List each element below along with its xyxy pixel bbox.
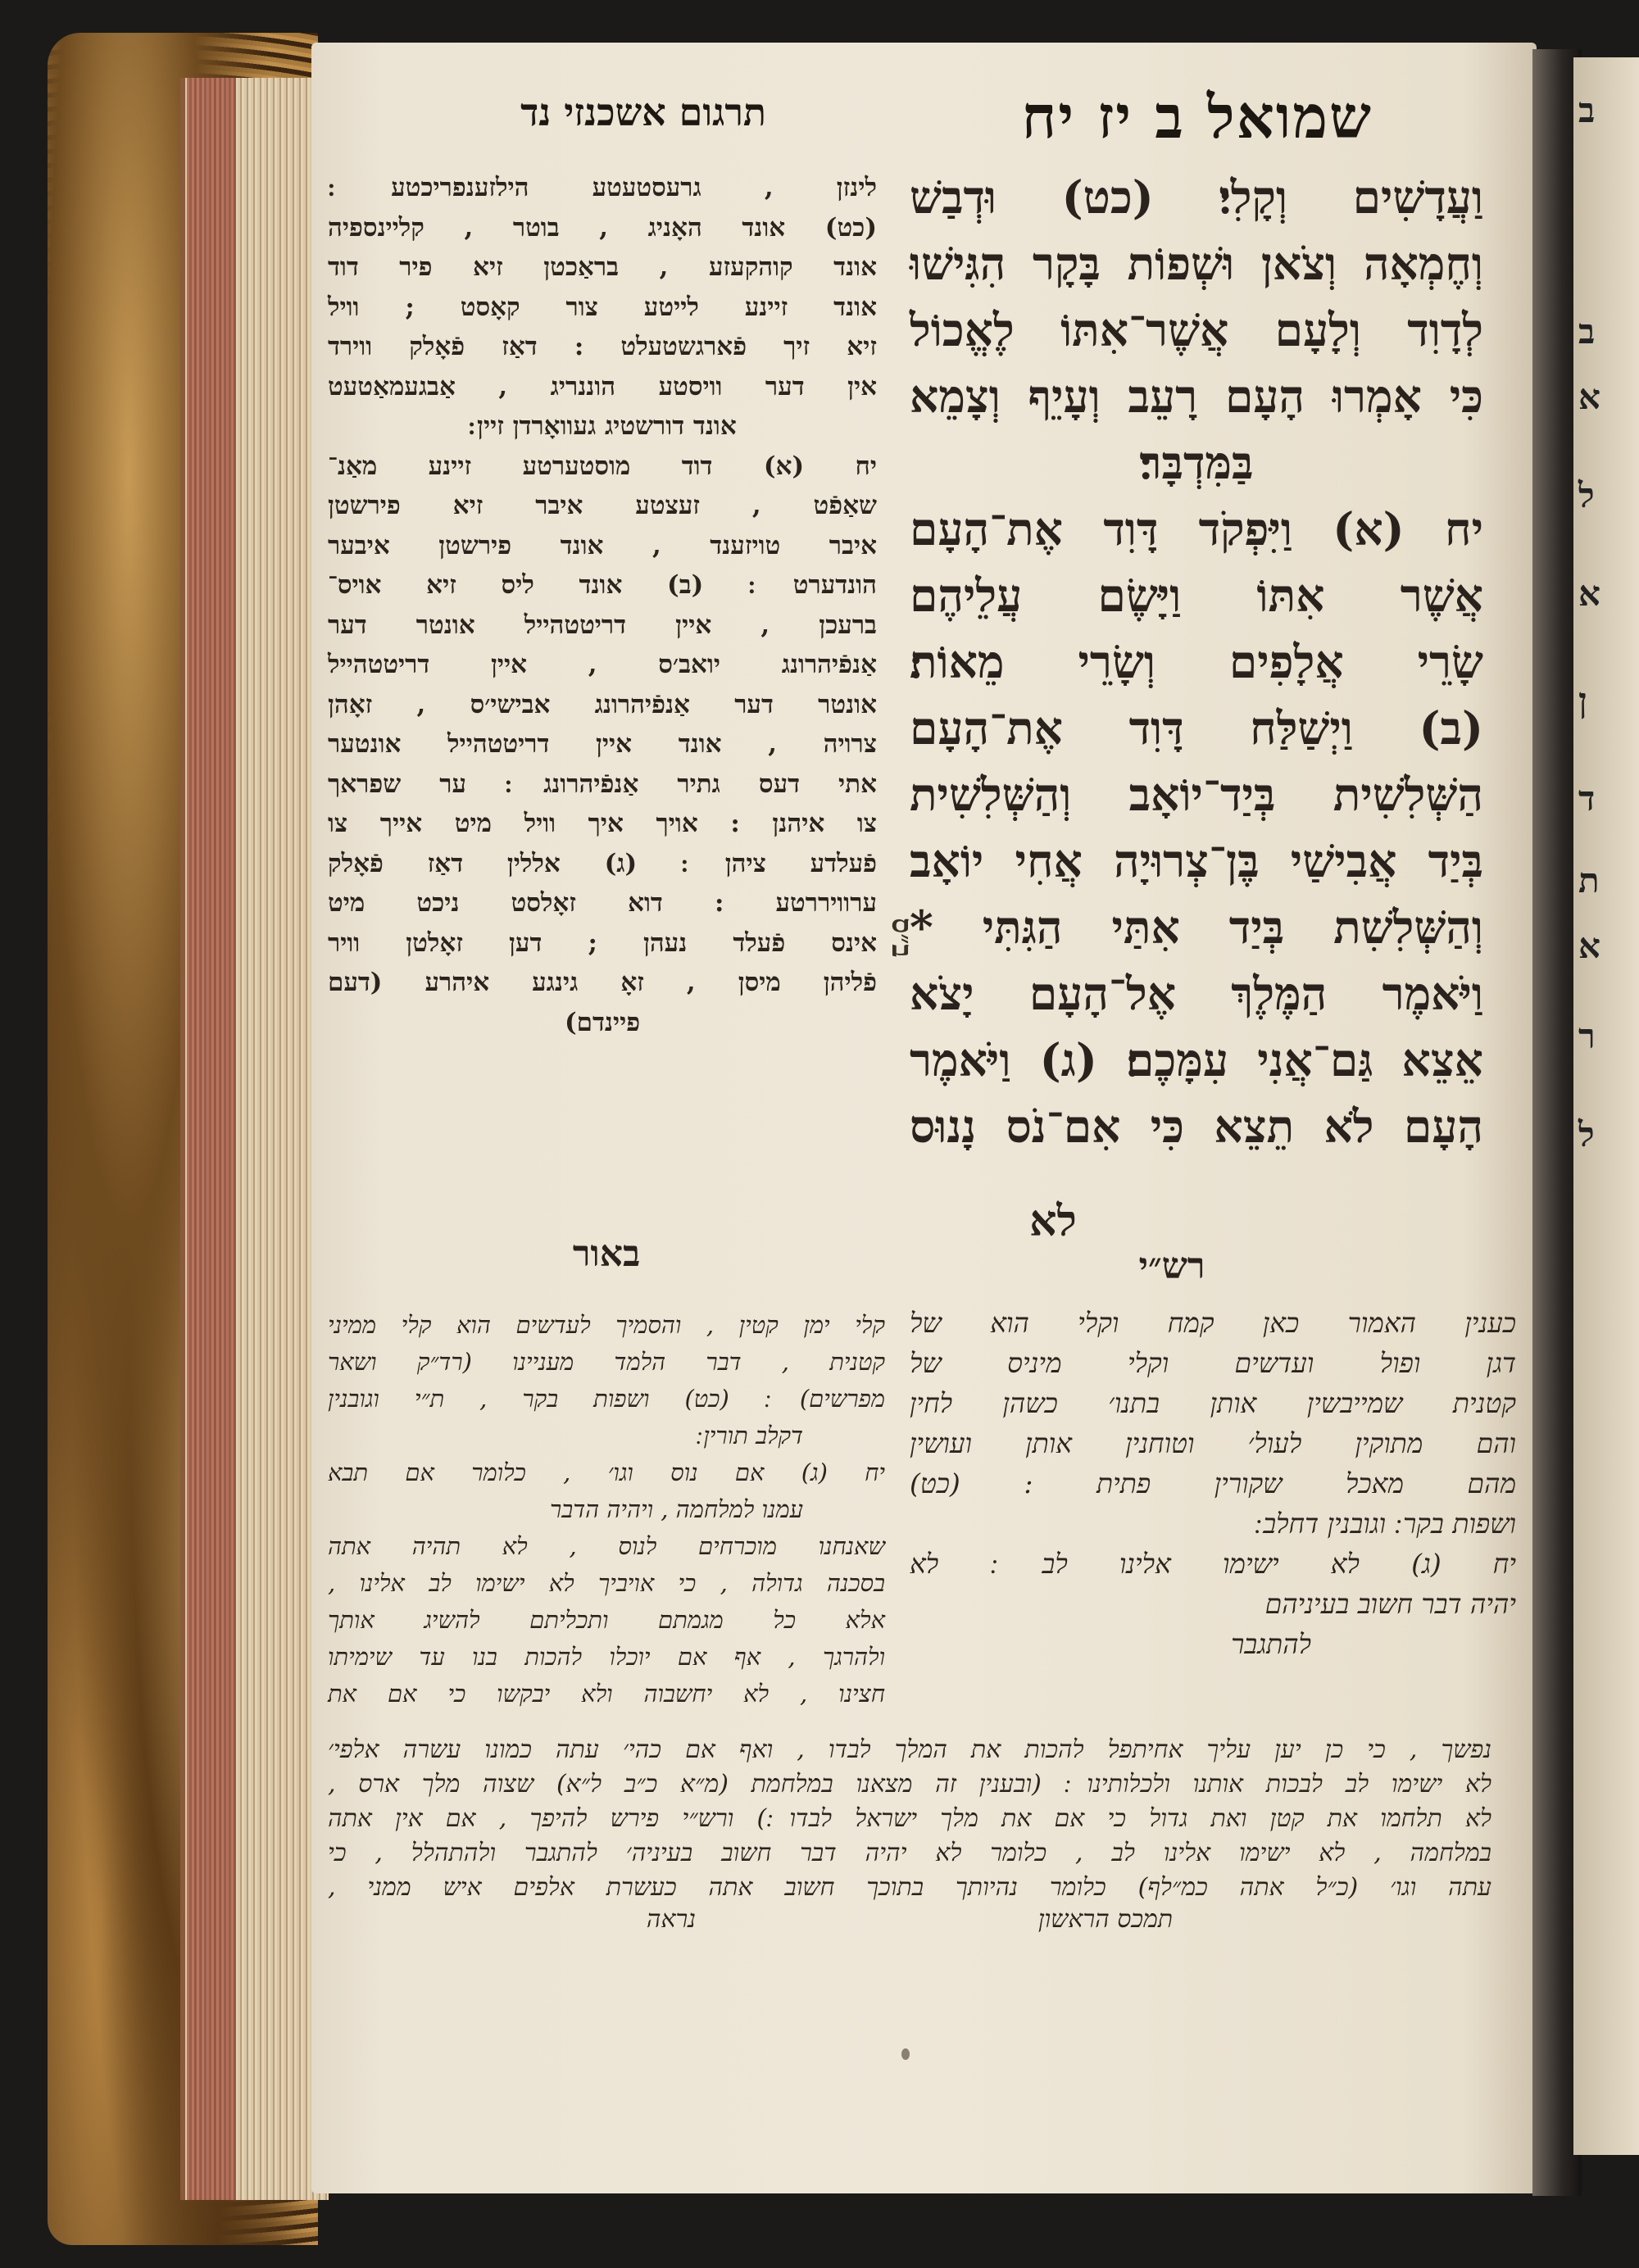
rashi-heading: רש״י (1138, 1245, 1205, 1287)
page-stack-red-edge (187, 78, 236, 2200)
bible-line: וַיֹּאמֶר הַמֶּלֶךְ אֶל־הָעָם יָצֹא (910, 967, 1483, 1020)
rashi-line: יח (ג) לא ישימו אלינו לב ׃ לא (910, 1548, 1516, 1580)
biur-line: בסכנה גדולה , כי אויביך לא ישימו לב אלינו , (328, 1569, 885, 1597)
translation-line: אין דער וויסטע הוננריג , אַבגעמאַטעט (328, 371, 877, 401)
biur-line: מפרשים) ׃ (כט) ושפות בקר , ת״י וגובנין (328, 1385, 885, 1413)
biur-line: ולהרגך , אף אם יוכלו להכות בנו עד שימיתו (328, 1643, 885, 1671)
next-page-fragment: ת (1578, 860, 1600, 900)
commentary-tail (328, 1905, 1491, 1934)
next-page-fragment: ב (1578, 90, 1596, 130)
bible-line: (ב) וַיְשַׁלַּח דָּוִד אֶת־הָעָם (910, 701, 1483, 755)
commentary-line: לא תלחמו את קטן ואת גדול כי אם את מלך ישראל לבדו ׃) ורש״י פירש להיפך , אם אין אתה (328, 1804, 1491, 1833)
biur-line: קלי ימן קטין , והסמיך לעדשים הוא קלי ממיני (328, 1311, 885, 1339)
translation-line: יח (א) דוד מוסטערטע זיינע מאַנ־ (328, 451, 877, 481)
next-page-edge (1573, 57, 1639, 2155)
translation-line: פֿעלדע ציהן ׃ (ג) אללין דאַז פֿאָלק (328, 848, 877, 878)
translation-line: אַנפֿיהרונג יואב׳ס , איין דריטטהייל (328, 650, 877, 679)
biur-line: קטנית , דבר הלמד מעניינו (רד״ק ושאר (328, 1348, 885, 1376)
commentary-line: נפשך , כי כן יען עליך אחיתפל להכות את המלך לבדו , ואף אם כהי׳ עתה כמונו עשרה אלפי׳ (328, 1735, 1491, 1764)
bible-line: אֵצֵא גַּם־אֲנִי עִמָּכֶם׃ (ג) וַיֹּאמֶר (910, 1033, 1483, 1086)
next-page-fragment: א (1578, 926, 1600, 966)
rashi-line: ושפות בקר ׃ וגובנין דחלב ׃ (1254, 1508, 1516, 1540)
commentary-line: עתה וגו׳ (כ״ל אתה כמ״לף) כלומר נהיותך בתוכך חשוב אתה כעשרת אלפים איש ממני , (328, 1873, 1491, 1902)
biur-heading: באור (572, 1233, 641, 1275)
catchword: לא (1029, 1196, 1077, 1246)
next-page-fragment: ד (1578, 778, 1596, 819)
biur-line: יח (ג) אם נוס וגו׳ , כלומר אם תבא (328, 1458, 885, 1486)
translation-header (373, 90, 766, 134)
bible-line: בְּיַד אֲבִישַׁי בֶּן־צְרוּיָה אֲחִי יוֹאָב (910, 834, 1483, 887)
rashi-line: יהיה דבר חשוב בעיניהם (1264, 1588, 1516, 1620)
translation-line: איבר טויזענד , אונד פירשטן איבער (328, 530, 877, 560)
rashi-line: והם מתוקין לעול׳ וטוחנין אותן ועושין (910, 1427, 1516, 1459)
rashi-line: קטנית שמייבשין אותן בתנו׳ כשהן לחין (910, 1387, 1516, 1419)
bible-line: וְחֶמְאָה וְצֹאן וּשְׁפוֹת בָּקָר הִגִּישׁוּ (910, 237, 1483, 290)
commentary-tail-left: נראה (646, 1905, 696, 1934)
translation-line: לינזן , גרעסטעטע הילזענפריכטע ׃ (328, 173, 877, 202)
translation-line: אונד קוהקעזע , בראַכטן זיא פיר דוד (328, 252, 877, 282)
translation-line: צרויה , אונד איין דריטטהייל אונטער (328, 729, 877, 759)
bible-line: לְדָוִד וְלָעָם אֲשֶׁר־אִתּוֹ לֶאֱכוֹל (910, 303, 1483, 356)
bible-line: וַעֲדָשִׁים וְקָלִי׃ (כט) וּדְבַשׁ (910, 170, 1483, 224)
translation-line: ערוויררטע : דוא זאָלסט ניכט מיט (328, 888, 877, 918)
rashi-commentary (910, 1303, 1516, 1664)
translation-line: אונד זיינע לייטע צור קאָסט ; וויל (328, 292, 877, 322)
bible-line: וְהַשְּׁלִשִׁת בְּיַד אִתַּי הַגִּתִּי * (910, 900, 1483, 954)
translation-line: אונד דורשטיג געוואָרדן זיין ׃ (468, 411, 737, 441)
commentary-line: לא ישימו לב לבכות אותנו ולכלותינו ׃ (ובענין זה מצאנו במלחמת (מ״א כ״ב ל״א) שצוה מלך ארס , (328, 1770, 1491, 1799)
rashi-line: מהם מאכל שקורין פתית : (כט) (910, 1467, 1516, 1499)
translation-line: פיינדם) (564, 1007, 641, 1037)
bible-line: הָעָם לֹא תֵצֵא כִּי אִם־נֹס נָנוּס (910, 1100, 1483, 1153)
translation-line: (כט) אונד האָניג , בוטר , קליינספיה (328, 212, 877, 243)
commentary-line: במלחמה , לא ישימו אלינו לב , כלומר לא יהיה דבר חשוב בעיניה׳ להתגבר ולהתהלל , כי (328, 1839, 1491, 1867)
next-page-fragment: א (1578, 377, 1600, 417)
translation-line: צו איהנן : אויך איך וויל מיט אייך צו (328, 809, 877, 838)
translation-title: תרגום אשכנזי (564, 90, 766, 134)
margin-note: ב״ס (885, 918, 918, 958)
biur-line: אלא כל מגמתם ותכליתם להשיג אותך (328, 1606, 885, 1634)
translation-line: פֿליהן מיסן , זאָ גינגע איהרע (דעם (328, 968, 877, 997)
translation-line: אינס פֿעלד נעהן ; דען זאָלטן וויר (328, 928, 877, 958)
biur-commentary (328, 1307, 885, 1712)
rashi-line: להתגבר (1231, 1628, 1311, 1660)
next-page-fragment: א (1578, 574, 1600, 614)
biur-line: שאנחנו מוכרחים לנוס , לא תהיה אתה (328, 1532, 885, 1560)
biur-line: חצינו , לא יחשבוה ולא יבקשו כי אם את (328, 1680, 885, 1708)
bible-text-column (910, 164, 1483, 1159)
ink-spot (901, 2048, 910, 2060)
bible-line: הַשְּׁלִשִׁית בְּיַד־יוֹאָב וְהַשְּׁלִשִׁית (910, 768, 1483, 821)
next-page-fragment: ל (1578, 475, 1595, 515)
translation-column (328, 168, 877, 1042)
next-page-fragment: ן (1578, 680, 1587, 720)
bible-line: יח (א) וַיִּפְקֹד דָּוִד אֶת־הָעָם (910, 502, 1483, 556)
commentary-tail-right: תמכס הראשון (1037, 1905, 1174, 1934)
next-page-fragment: ל (1578, 1114, 1595, 1154)
bible-line: כִּי אָמְרוּ הָעָם רָעֵב וְעָיֵף וְצָמֵא (910, 370, 1483, 423)
rashi-line: דגן ופול ועדשים וקלי מיניס של (910, 1347, 1516, 1379)
bottom-commentary (328, 1733, 1491, 1934)
bible-line: אֲשֶׁר אִתּוֹ וַיָּשֶׂם עֲלֵיהֶם (910, 569, 1483, 622)
translation-line: אונטר דער אַנפֿיהרונג אבישי׳ס , זאָהן (328, 689, 877, 719)
rashi-line: כענין האמור כאן קמח וקלי הוא של (910, 1307, 1516, 1339)
bible-line: בַּמִּדְבָּר׃ (1139, 436, 1254, 489)
book-chapter-header: שמואל ב יז יח (1021, 82, 1373, 152)
page-number: נד (520, 90, 552, 134)
biur-line: עמנו למלחמה , ויהיה הדבר (549, 1495, 803, 1523)
biur-line: דקלב תורין ׃ (696, 1422, 803, 1449)
bible-line: שָׂרֵי אֲלָפִים וְשָׂרֵי מֵאוֹת׃ (910, 635, 1483, 688)
next-page-fragment: ב (1578, 311, 1596, 352)
next-page-fragment: ר (1578, 1016, 1596, 1056)
translation-line: ברעכן , איין דריטטהייל אונטר דער (328, 610, 877, 640)
translation-line: שאַפֿט , זעצטע איבר זיא פירשטן (328, 491, 877, 520)
translation-line: הונדערט ׃ (ב) אונד ליס זיא אויס־ (328, 570, 877, 600)
translation-line: זיא זיך פֿארגשטעלט : דאַז פֿאָלק ווירד (328, 332, 877, 361)
translation-line: אתי דעס גתיר אַנפֿיהרונג ׃ ער שפראך (328, 769, 877, 799)
